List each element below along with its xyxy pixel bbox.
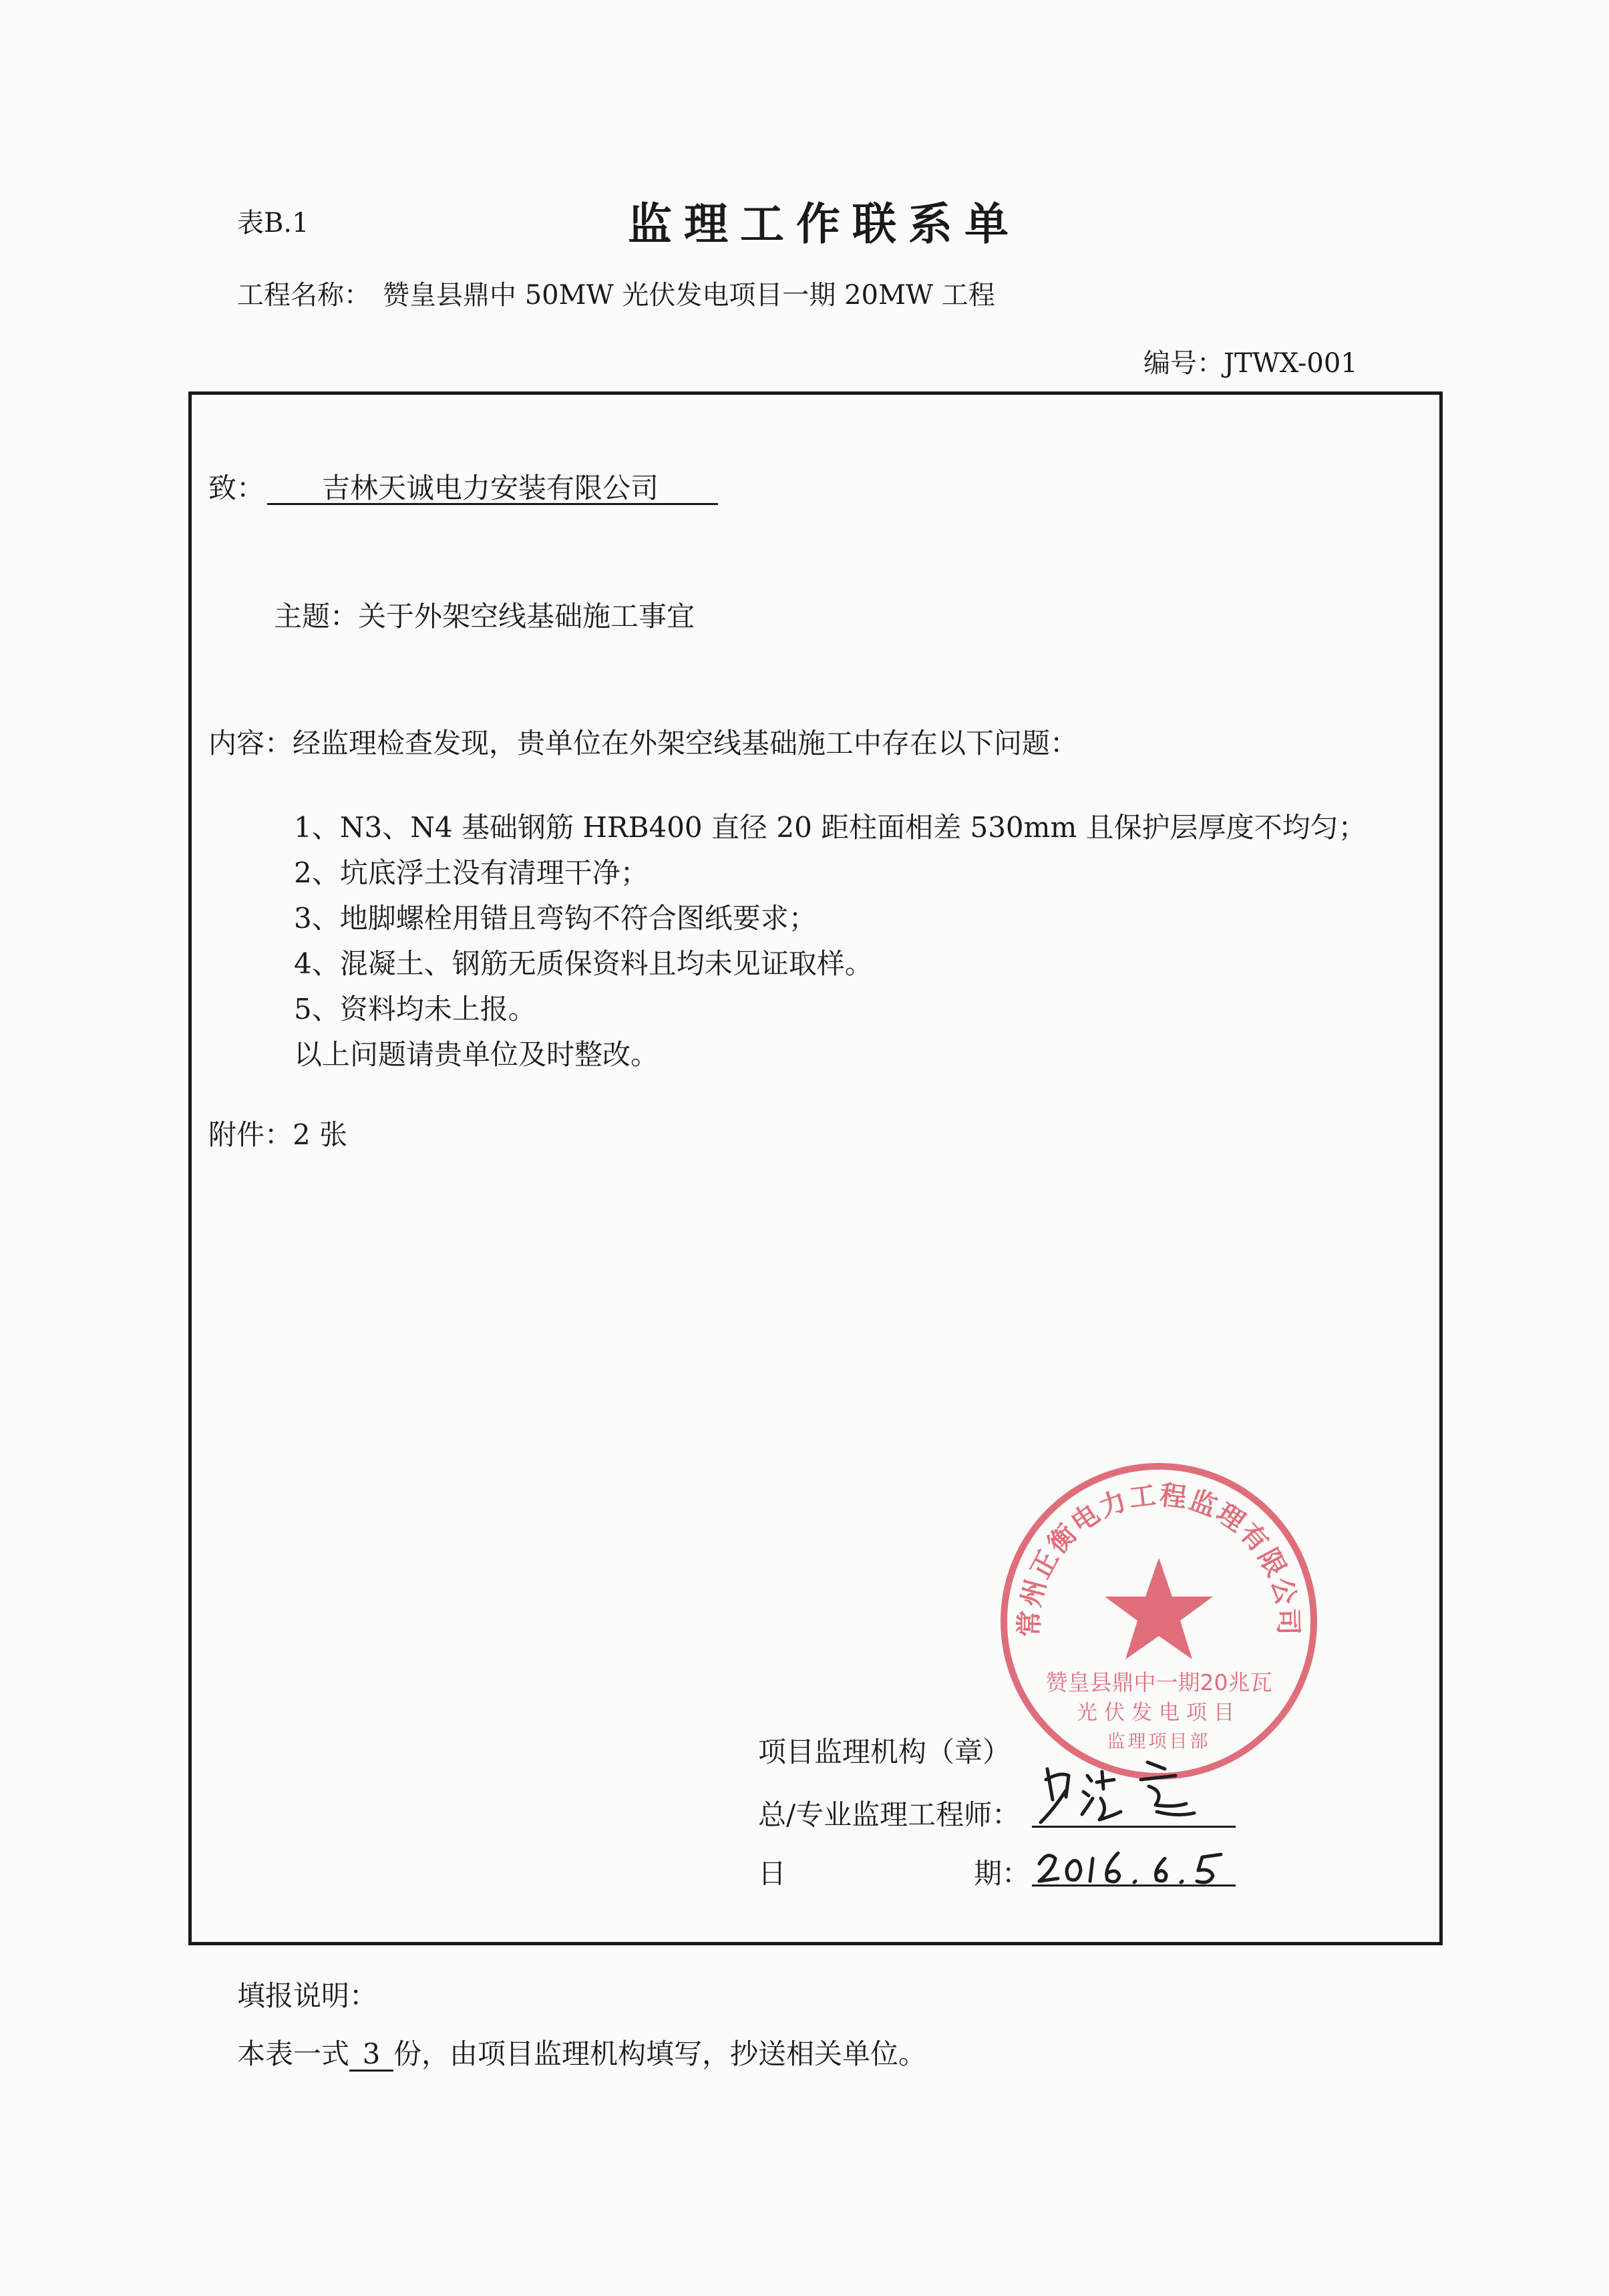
official-seal-stamp <box>995 1458 1322 1785</box>
date-label-char2: 期： <box>974 1857 1031 1890</box>
copies-suffix: 份，由项目监理机构填写，抄送相关单位。 <box>393 2037 927 2070</box>
project-label: 工程名称： <box>237 280 371 311</box>
issue-item: 1、N3、N4 基础钢筋 HRB400 直径 20 距柱面相差 530mm 且保护层厚度不均匀； <box>294 811 1367 844</box>
project-line <box>237 274 995 312</box>
seal-inner-line1: 赞皇县鼎中一期20兆瓦 <box>1045 1669 1272 1695</box>
form-number: 表B.1 <box>237 208 309 238</box>
handwritten-date <box>1034 1838 1234 1899</box>
copies-count: 3 <box>349 2039 393 2072</box>
handwritten-signature <box>1034 1742 1234 1836</box>
subject-text: 关于外架空线基础施工事宜 <box>358 600 695 633</box>
issue-item: 2、坑底浮土没有清理干净； <box>294 856 649 889</box>
subject-label: 主题： <box>274 600 359 633</box>
document-title: 监理工作联系单 <box>628 198 1021 250</box>
project-name: 赞皇县鼎中 50MW 光伏发电项目一期 20MW 工程 <box>383 280 995 311</box>
recipient: 吉林天诚电力安装有限公司 <box>322 472 659 504</box>
closing-text: 以上问题请贵单位及时整改。 <box>294 1038 659 1071</box>
seal-inner-line2: 光伏发电项目 <box>1077 1701 1241 1725</box>
subject-line <box>274 595 695 635</box>
issue-item: 5、资料均未上报。 <box>294 993 536 1025</box>
serial-label: 编号： <box>1143 348 1224 379</box>
seal-inner-line3: 监理项目部 <box>1107 1732 1211 1752</box>
to-label: 致： <box>208 472 265 504</box>
copies-prefix: 本表一式 <box>237 2037 350 2070</box>
seal-outer-text: 常州正衡电力工程监理有限公司 <box>1014 1480 1304 1637</box>
engineer-label: 总/专业监理工程师： <box>758 1798 1021 1831</box>
attachment-value: 2 张 <box>293 1118 348 1151</box>
serial-value: JTWX-001 <box>1224 348 1358 379</box>
date-label-char1: 日 <box>758 1857 787 1890</box>
recipient-underline <box>267 503 718 505</box>
serial-number <box>1143 342 1358 380</box>
notes-label: 填报说明： <box>237 1979 378 2012</box>
attachment-line <box>208 1113 347 1153</box>
supervision-org-label: 项目监理机构（章） <box>758 1736 1011 1768</box>
issue-item: 4、混凝土、钢筋无质保资料且均未见证取样。 <box>294 947 873 980</box>
seal-star-icon <box>1105 1558 1213 1659</box>
content-intro: 经监理检查发现，贵单位在外架空线基础施工中存在以下问题： <box>293 727 1079 760</box>
content-label: 内容： <box>208 727 293 760</box>
content-line <box>208 721 1078 762</box>
copies-note <box>237 2032 926 2072</box>
attachment-label: 附件： <box>208 1118 293 1151</box>
issue-item: 3、地脚螺栓用错且弯钩不符合图纸要求； <box>294 902 817 935</box>
